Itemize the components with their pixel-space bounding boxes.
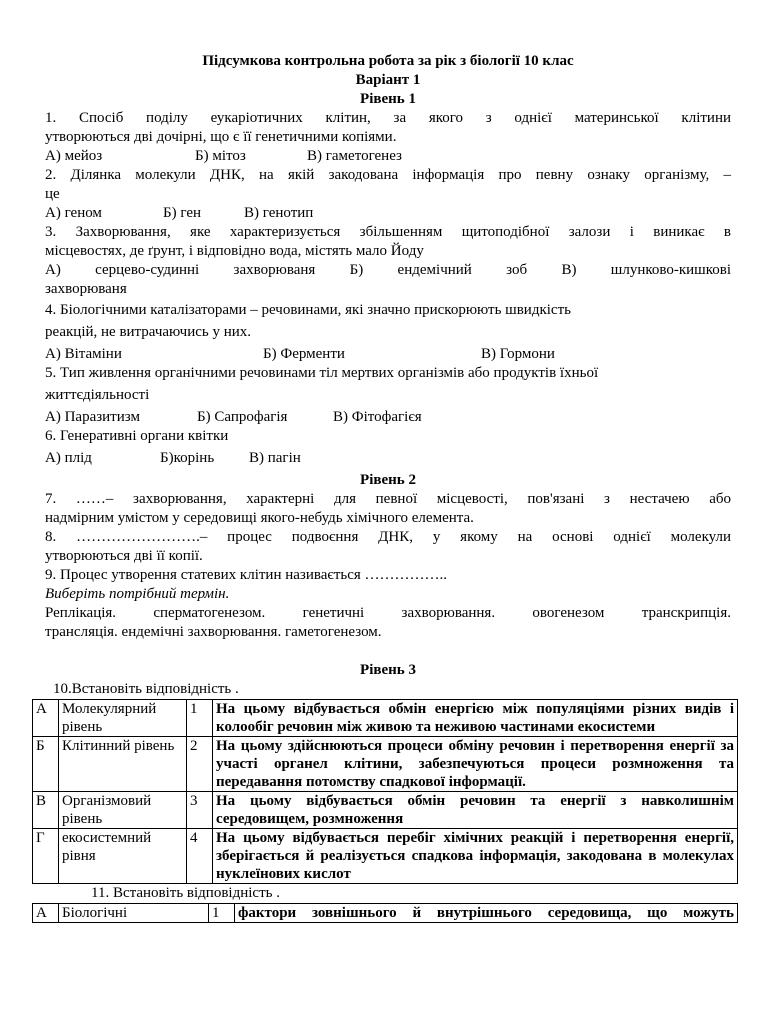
row-letter: Г [33, 829, 59, 884]
row-level-name: екосистемний рівня [59, 829, 187, 884]
question-1-options [45, 147, 731, 166]
q5-option-b: Б) Сапрофагія [197, 409, 288, 425]
row-number: 2 [187, 737, 213, 792]
question-5-options [45, 408, 731, 427]
q1-option-a: А) мейоз [45, 148, 103, 164]
q5-option-a: А) Паразитизм [45, 409, 140, 425]
q4-option-c: В) Гормони [481, 346, 555, 362]
question-9: 9. Процес утворення статевих клітин називається …………….. [45, 567, 448, 583]
q6-option-c: В) пагін [249, 450, 301, 466]
question-5-line2: життєдіяльності [45, 387, 150, 403]
q1-option-c: В) гаметогенез [307, 148, 402, 164]
question-8-line1: 8. …………………….– процес подвоєння ДНК, у якому на основі однієї молекули [45, 529, 731, 545]
question-6-options [45, 449, 731, 468]
question-3-line4: захворюваня [45, 281, 127, 297]
row-level-name: Організмовий рівень [59, 792, 187, 829]
table-row [33, 829, 738, 884]
level2-heading: Рівень 2 [360, 472, 416, 488]
question-3-line2: місцевостях, де ґрунт, і відповідно вода, містять мало Йоду [45, 243, 424, 259]
question-10: 10.Встановіть відповідність . [53, 681, 239, 697]
question-4-line1: 4. Біологічними каталізаторами – речовинами, які значно прискорюють швидкість [45, 302, 571, 318]
row-level-name: Молекулярний рівень [59, 700, 187, 737]
level1-heading: Рівень 1 [360, 91, 416, 107]
q4-option-b: Б) Ферменти [263, 346, 345, 362]
question-3-line1: 3. Захворювання, яке характеризується збільшенням щитоподібної залози і виникає в [45, 224, 731, 240]
worksheet-page [36, 52, 734, 923]
variant-label: Варіант 1 [355, 72, 421, 88]
q2-option-b: Б) ген [163, 205, 201, 221]
q6-option-b: Б)корінь [160, 450, 215, 466]
question-2-line2: це [45, 186, 60, 202]
matching-table-10 [32, 699, 738, 884]
question-7-line2: надмірним умістом у середовищі якого-небудь хімічного елемента. [45, 510, 474, 526]
q2-option-a: А) геном [45, 205, 102, 221]
row-letter: А [33, 700, 59, 737]
row-number: 1 [209, 904, 235, 923]
q2-option-c: В) генотип [244, 205, 314, 221]
question-8-line2: утворюються дві її копії. [45, 548, 203, 564]
question-11: 11. Встановіть відповідність . [91, 885, 280, 901]
question-2-options [45, 204, 731, 223]
row-description: На цьому здійснюються процеси обміну речовин і перетворення енергії за участі органел клітини, забезпечуються процеси розмноження та передавання потомству спадкової інформації. [213, 737, 738, 792]
question-2-line1: 2. Ділянка молекули ДНК, на якій закодована інформація про певну ознаку організму, – [45, 167, 731, 183]
q6-option-a: А) плід [45, 450, 92, 466]
question-1-line1: 1. Спосіб поділу еукаріотичних клітин, за якого з однієї материнської клітини [45, 110, 731, 126]
row-description: На цьому відбувається перебіг хімічних реакцій і перетворення енергії, зберігається й реалізується спадкова інформація, закодована в молекулах нуклеїнових кислот [213, 829, 738, 884]
row-factor-name: Біологічні [59, 904, 209, 923]
row-letter: В [33, 792, 59, 829]
table-row [33, 792, 738, 829]
row-number: 3 [187, 792, 213, 829]
matching-table-11 [32, 903, 738, 923]
question-1-line2: утворюються дві дочірні, що є її генетичними копіями. [45, 129, 397, 145]
level3-heading: Рівень 3 [360, 662, 416, 678]
row-description: фактори зовнішнього й внутрішнього середовища, що можуть [235, 904, 738, 923]
row-letter: А [33, 904, 59, 923]
q1-option-b: Б) мітоз [195, 148, 246, 164]
table-row [33, 904, 738, 923]
question-6-line1: 6. Генеративні органи квітки [45, 428, 229, 444]
row-description: На цьому відбувається обмін речовин та енергії з навколишнім середовищем, розмноження [213, 792, 738, 829]
page-title: Підсумкова контрольна робота за рік з біології 10 клас [202, 53, 574, 69]
terms-hint: Виберіть потрібний термін. [45, 586, 230, 602]
row-letter: Б [33, 737, 59, 792]
question-7-line1: 7. ……– захворювання, характерні для певної місцевості, пов'язані з нестачею або [45, 491, 731, 507]
question-4-options [45, 345, 731, 364]
row-number: 4 [187, 829, 213, 884]
question-4-line2: реакцій, не витрачаючись у них. [45, 324, 252, 340]
row-description: На цьому відбувається обмін енергією між популяціями різних видів і колообіг речовин між живою та неживою частинами екосистеми [213, 700, 738, 737]
q4-option-a: А) Вітаміни [45, 346, 122, 362]
terms-line1: Реплікація. сперматогенезом. генетичні захворювання. овогенезом транскрипція. [45, 605, 731, 621]
row-level-name: Клітинний рівень [59, 737, 187, 792]
row-number: 1 [187, 700, 213, 737]
question-3-line3: А) серцево-судинні захворюваня Б) ендемічний зоб В) шлунково-кишкові [45, 262, 731, 278]
q5-option-c: В) Фітофагієя [333, 409, 422, 425]
table-row [33, 737, 738, 792]
table-row [33, 700, 738, 737]
terms-line2: трансляція. ендемічні захворювання. гаметогенезом. [45, 624, 382, 640]
question-5-line1: 5. Тип живлення органічними речовинами тіл мертвих організмів або продуктів їхньої [45, 365, 599, 381]
